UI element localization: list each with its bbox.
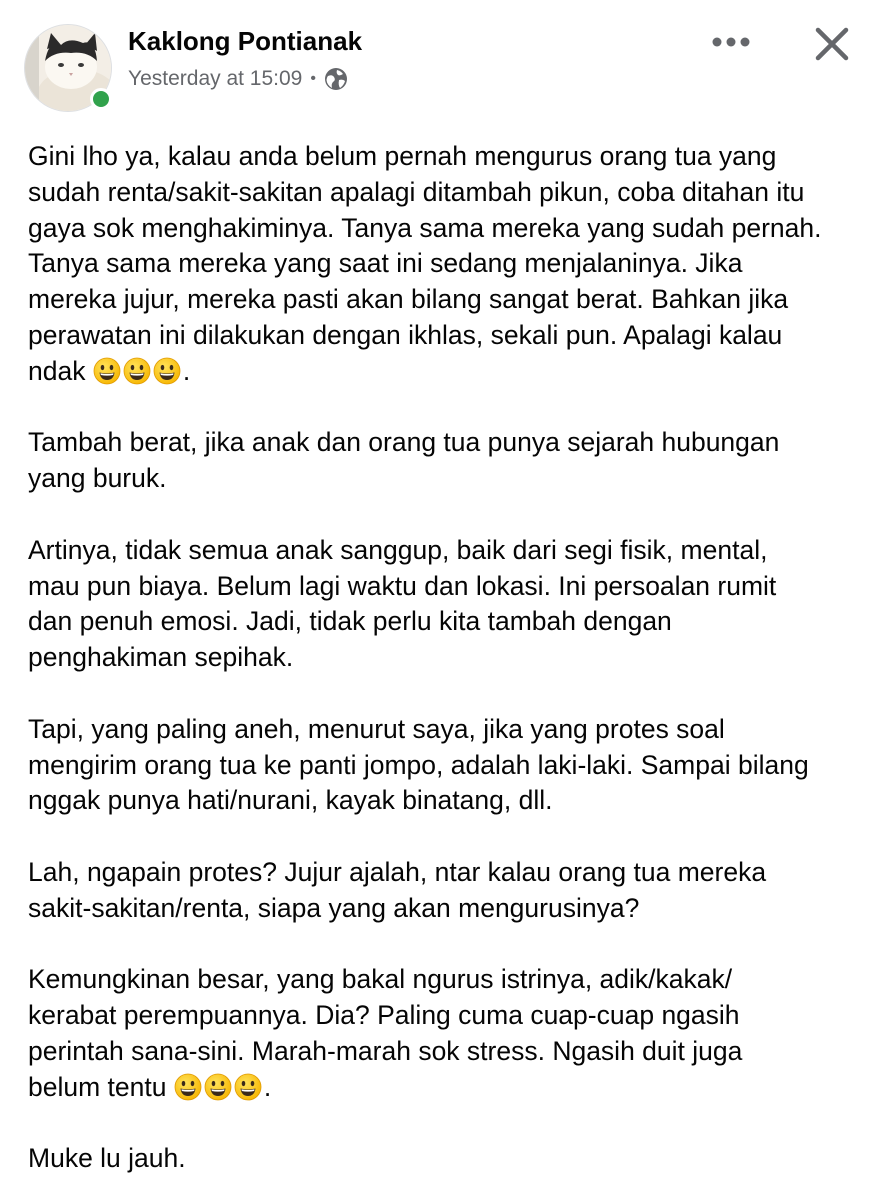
post-text-line bbox=[28, 1070, 858, 1106]
post-text: ndak bbox=[28, 355, 86, 386]
post-paragraph bbox=[28, 533, 858, 676]
profile-avatar[interactable] bbox=[24, 24, 112, 112]
post-text: yang buruk. bbox=[28, 463, 167, 494]
meta-separator: • bbox=[310, 70, 316, 87]
grinning-face-emoji-icon bbox=[153, 357, 181, 385]
post-paragraph bbox=[28, 855, 858, 927]
post-text-line bbox=[28, 640, 858, 676]
post-text-line bbox=[28, 246, 858, 282]
grinning-face-emoji-icon bbox=[234, 1073, 262, 1101]
post-text: Lah, ngapain protes? Jujur ajalah, ntar kalau orang tua mereka bbox=[28, 856, 767, 887]
post-text-line bbox=[28, 1141, 858, 1177]
post-text: Tambah berat, jika anak dan orang tua punya sejarah hubungan bbox=[28, 427, 780, 458]
post-text-line bbox=[28, 998, 858, 1034]
post-text: penghakiman sepihak. bbox=[28, 642, 294, 673]
post-text-line bbox=[28, 569, 858, 605]
post-text: mengirim orang tua ke panti jompo, adalah laki-laki. Sampai bilang bbox=[28, 749, 809, 780]
post-text-line bbox=[28, 533, 858, 569]
post-text-end: . bbox=[263, 1071, 272, 1102]
close-post-button[interactable] bbox=[808, 20, 856, 68]
post-header bbox=[0, 0, 872, 125]
post-text: perintah sana-sini. Marah-marah sok stress. Ngasih duit juga bbox=[28, 1035, 743, 1066]
post-paragraph bbox=[28, 425, 858, 497]
post-text-line bbox=[28, 1034, 858, 1070]
grinning-face-emoji-icon bbox=[174, 1073, 202, 1101]
online-status-indicator bbox=[90, 88, 112, 110]
post-text-line bbox=[28, 354, 858, 390]
more-options-button[interactable] bbox=[706, 24, 756, 60]
post-text-line bbox=[28, 604, 858, 640]
post-text: kerabat perempuannya. Dia? Paling cuma cuap-cuap ngasih bbox=[28, 1000, 740, 1031]
post-paragraph bbox=[28, 1141, 858, 1177]
post-text-line bbox=[28, 282, 858, 318]
more-horizontal-icon bbox=[711, 36, 751, 48]
post-text: dan penuh emosi. Jadi, tidak perlu kita tambah dengan bbox=[28, 606, 672, 637]
post-text: belum tentu bbox=[28, 1071, 167, 1102]
post-text: Kemungkinan besar, yang bakal ngurus istrinya, adik/kakak/ bbox=[28, 964, 733, 995]
post-text-end: . bbox=[182, 355, 191, 386]
post-meta bbox=[128, 64, 348, 94]
post-text: gaya sok menghakiminya. Tanya sama mereka yang sudah pernah. bbox=[28, 212, 822, 243]
post-text-line bbox=[28, 748, 858, 784]
post-text-line bbox=[28, 712, 858, 748]
post-paragraph bbox=[28, 962, 858, 1105]
post-text-line bbox=[28, 318, 858, 354]
post-text-line bbox=[28, 891, 858, 927]
close-icon bbox=[815, 27, 849, 61]
post-paragraph bbox=[28, 712, 858, 819]
post-text: Tapi, yang paling aneh, menurut saya, jika yang protes soal bbox=[28, 713, 725, 744]
post-text: Tanya sama mereka yang saat ini sedang menjalaninya. Jika bbox=[28, 248, 743, 279]
post-text-line bbox=[28, 855, 858, 891]
post-text: Artinya, tidak semua anak sanggup, baik dari segi fisik, mental, bbox=[28, 534, 768, 565]
post-timestamp[interactable]: Yesterday at 15:09 bbox=[128, 67, 303, 90]
post-text-line bbox=[28, 461, 858, 497]
globe-icon[interactable] bbox=[324, 67, 348, 91]
post-text: sudah renta/sakit-sakitan apalagi ditambah pikun, coba ditahan itu bbox=[28, 176, 805, 207]
post-text: mau pun biaya. Belum lagi waktu dan lokasi. Ini persoalan rumit bbox=[28, 570, 777, 601]
post-text: Gini lho ya, kalau anda belum pernah mengurus orang tua yang bbox=[28, 141, 777, 171]
post-text: perawatan ini dilakukan dengan ikhlas, sekali pun. Apalagi kalau bbox=[28, 319, 783, 350]
grinning-face-emoji-icon bbox=[204, 1073, 232, 1101]
post-text: Muke lu jauh. bbox=[28, 1143, 186, 1174]
post-text: mereka jujur, mereka pasti akan bilang sangat berat. Bahkan jika bbox=[28, 284, 789, 315]
author-name[interactable]: Kaklong Pontianak bbox=[128, 26, 363, 56]
post-body bbox=[28, 139, 858, 1177]
post-text-line bbox=[28, 783, 858, 819]
post-text-line bbox=[28, 211, 858, 247]
post-text: sakit-sakitan/renta, siapa yang akan mengurusinya? bbox=[28, 892, 640, 923]
post-text: nggak punya hati/nurani, kayak binatang, dll. bbox=[28, 785, 553, 816]
post-text-line bbox=[28, 139, 858, 175]
post-text-line bbox=[28, 175, 858, 211]
post-text-line bbox=[28, 425, 858, 461]
post-text-line bbox=[28, 962, 858, 998]
grinning-face-emoji-icon bbox=[93, 357, 121, 385]
grinning-face-emoji-icon bbox=[123, 357, 151, 385]
post-paragraph bbox=[28, 139, 858, 390]
